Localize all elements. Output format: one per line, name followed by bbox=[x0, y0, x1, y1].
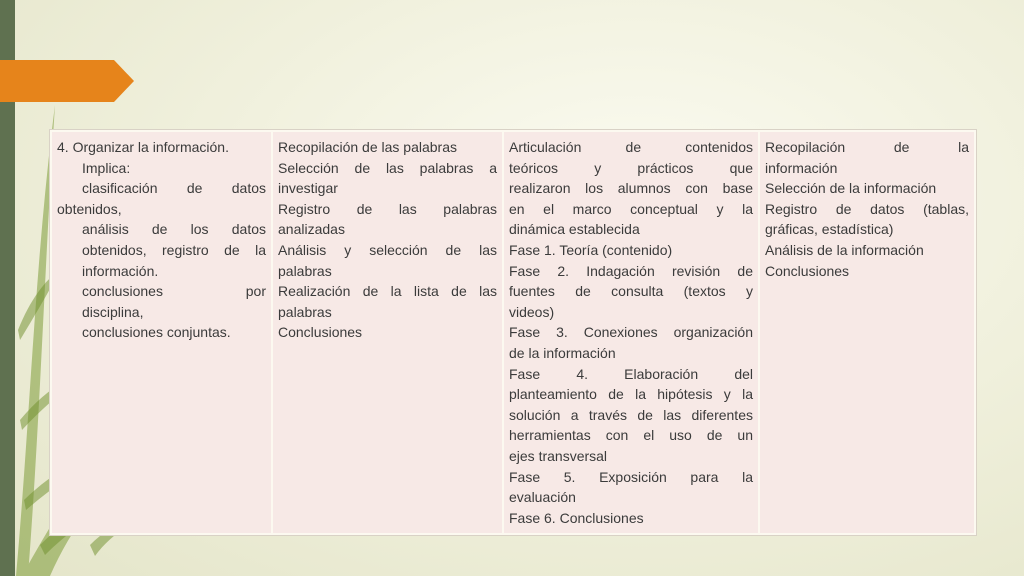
cell-line: 4. Organizar la información. bbox=[57, 139, 229, 155]
cell-line: Fase 2. Indagación revisión de bbox=[509, 262, 753, 279]
cell-line: gráficas, estadística) bbox=[765, 221, 894, 238]
cell-line: Fase 6. Conclusiones bbox=[509, 509, 644, 526]
cell-line: investigar bbox=[278, 180, 338, 197]
cell-line: videos) bbox=[509, 303, 555, 320]
table-cell-organizar bbox=[52, 132, 271, 533]
content-table bbox=[49, 129, 977, 536]
cell-line: Implica: bbox=[82, 159, 131, 176]
table-cell-palabras bbox=[273, 132, 502, 533]
cell-line: analizadas bbox=[278, 221, 345, 238]
cell-line: Análisis de la información bbox=[765, 241, 924, 258]
cell-line: fuentes de consulta (textos y bbox=[509, 283, 753, 300]
cell-line: en el marco conceptual y la bbox=[509, 200, 753, 217]
cell-line: solución a través de las diferentes bbox=[509, 406, 753, 423]
cell-line: obtenidos, registro de la bbox=[82, 241, 266, 258]
orange-tab-shape bbox=[0, 60, 134, 102]
cell-line: Registro de las palabras bbox=[278, 200, 497, 217]
cell-line: de la información bbox=[509, 344, 616, 361]
cell-line: información. bbox=[82, 262, 159, 279]
cell-sublist bbox=[57, 158, 266, 179]
cell-line: Fase 5. Exposición para la bbox=[509, 468, 753, 485]
cell-line: Fase 3. Conexiones organización bbox=[509, 324, 753, 341]
table-cell-fases bbox=[504, 132, 758, 533]
cell-line: evaluación bbox=[509, 489, 576, 506]
cell-line: obtenidos, bbox=[57, 200, 122, 217]
cell-line: dinámica establecida bbox=[509, 221, 640, 238]
cell-sublist bbox=[57, 178, 266, 199]
cell-sublist bbox=[57, 322, 266, 343]
cell-line: Selección de las palabras a bbox=[278, 159, 497, 176]
cell-line: Recopilación de la bbox=[765, 139, 969, 155]
cell-line: clasificación de datos bbox=[82, 180, 266, 197]
table-cell-datos bbox=[760, 132, 974, 533]
table-row bbox=[52, 132, 974, 533]
cell-line: Selección de la información bbox=[765, 180, 937, 197]
cell-line: palabras bbox=[278, 262, 332, 279]
cell-line: Fase 1. Teoría (contenido) bbox=[509, 241, 673, 258]
cell-line: Análisis y selección de las bbox=[278, 241, 497, 258]
cell-line: disciplina, bbox=[82, 303, 144, 320]
cell-line: Fase 4. Elaboración del bbox=[509, 365, 753, 382]
cell-line: análisis de los datos bbox=[82, 221, 266, 238]
cell-line: Articulación de contenidos bbox=[509, 139, 753, 155]
cell-line: ejes transversal bbox=[509, 447, 608, 464]
cell-line: herramientas con el uso de un bbox=[509, 427, 753, 444]
cell-line: palabras bbox=[278, 303, 332, 320]
cell-line: Conclusiones bbox=[765, 262, 850, 279]
cell-sublist bbox=[57, 219, 266, 240]
cell-line: conclusiones conjuntas. bbox=[82, 324, 231, 341]
cell-line: Recopilación de las palabras bbox=[278, 139, 457, 155]
cell-line: conclusiones por bbox=[82, 283, 266, 300]
cell-line: planteamiento de la hipótesis y la bbox=[509, 386, 753, 403]
cell-line: información bbox=[765, 159, 838, 176]
cell-line: realizaron los alumnos con base bbox=[509, 180, 753, 197]
cell-sublist bbox=[32, 199, 266, 220]
cell-line: Registro de datos (tablas, bbox=[765, 200, 969, 217]
cell-line: Conclusiones bbox=[278, 324, 363, 341]
cell-line: Realización de la lista de las bbox=[278, 283, 497, 300]
cell-sublist bbox=[57, 281, 266, 302]
cell-line: teóricos y prácticos que bbox=[509, 159, 753, 176]
